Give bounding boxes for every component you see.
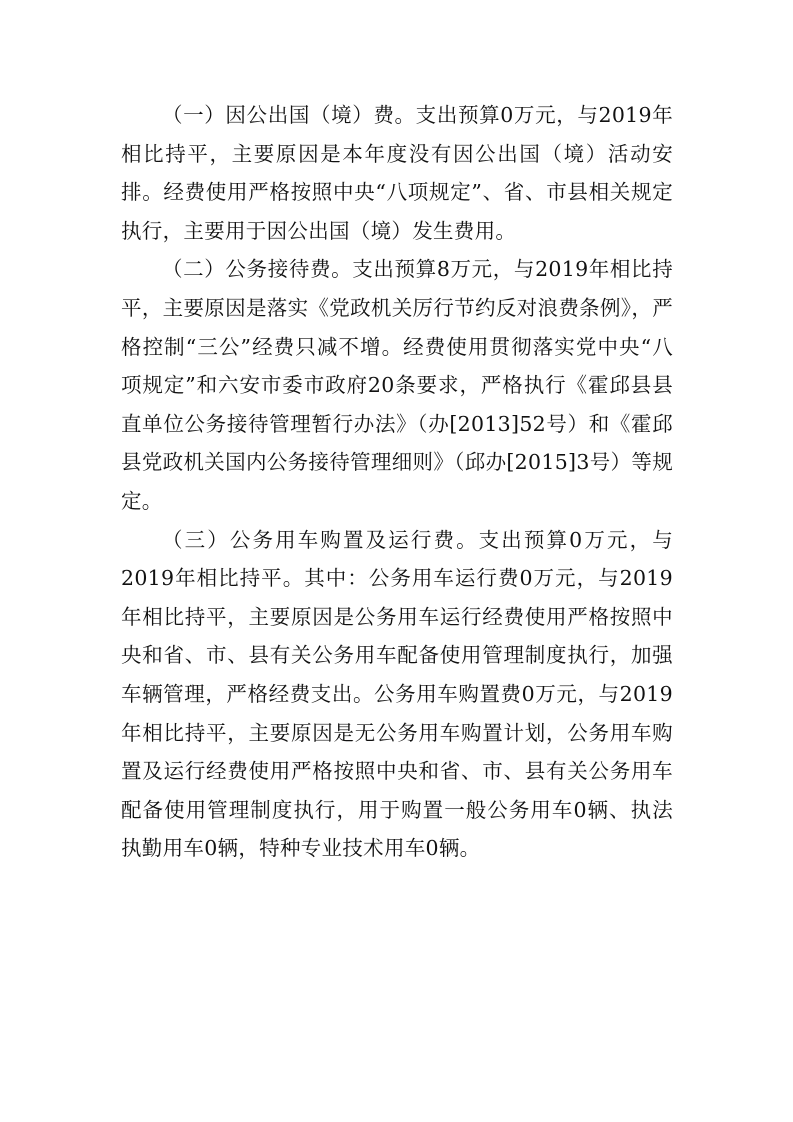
paragraph-official-vehicle-expense: （三）公务用车购置及运行费。支出预算0万元，与2019年相比持平。其中：公务用车运行费0万元，与2019年相比持平，主要原因是公务用车运行经费使用严格按照中央和省、市、县有关公务用车配备使用管理制度执行，加强车辆管理，严格经费支出。公务用车购置费0万元，与2019年相比持平，主要原因是无公务用车购置计划，公务用车购置及运行经费使用严格按照中央和省、市、县有关公务用车配备使用管理制度执行，用于购置一般公务用车0辆、执法执勤用车0辆，特种专业技术用车0辆。 (121, 527, 673, 861)
paragraph-official-reception-expense: （二）公务接待费。支出预算8万元，与2019年相比持平，主要原因是落实《党政机关厉行节约反对浪费条例》，严格控制“三公”经费只减不增。经费使用贯彻落实党中央“八项规定”和六安市委市政府20条要求，严格执行《霍邱县县直单位公务接待管理暂行办法》（办[2013]52号）和《霍邱县党政机关国内公务接待管理细则》（邱办[2015]3号）等规定。 (121, 257, 673, 513)
document-body (121, 96, 673, 868)
paragraph-overseas-travel-expense: （一）因公出国（境）费。支出预算0万元，与2019年相比持平，主要原因是本年度没有因公出国（境）活动安排。经费使用严格按照中央“八项规定”、省、市县相关规定执行，主要用于因公出国（境）发生费用。 (121, 103, 673, 243)
